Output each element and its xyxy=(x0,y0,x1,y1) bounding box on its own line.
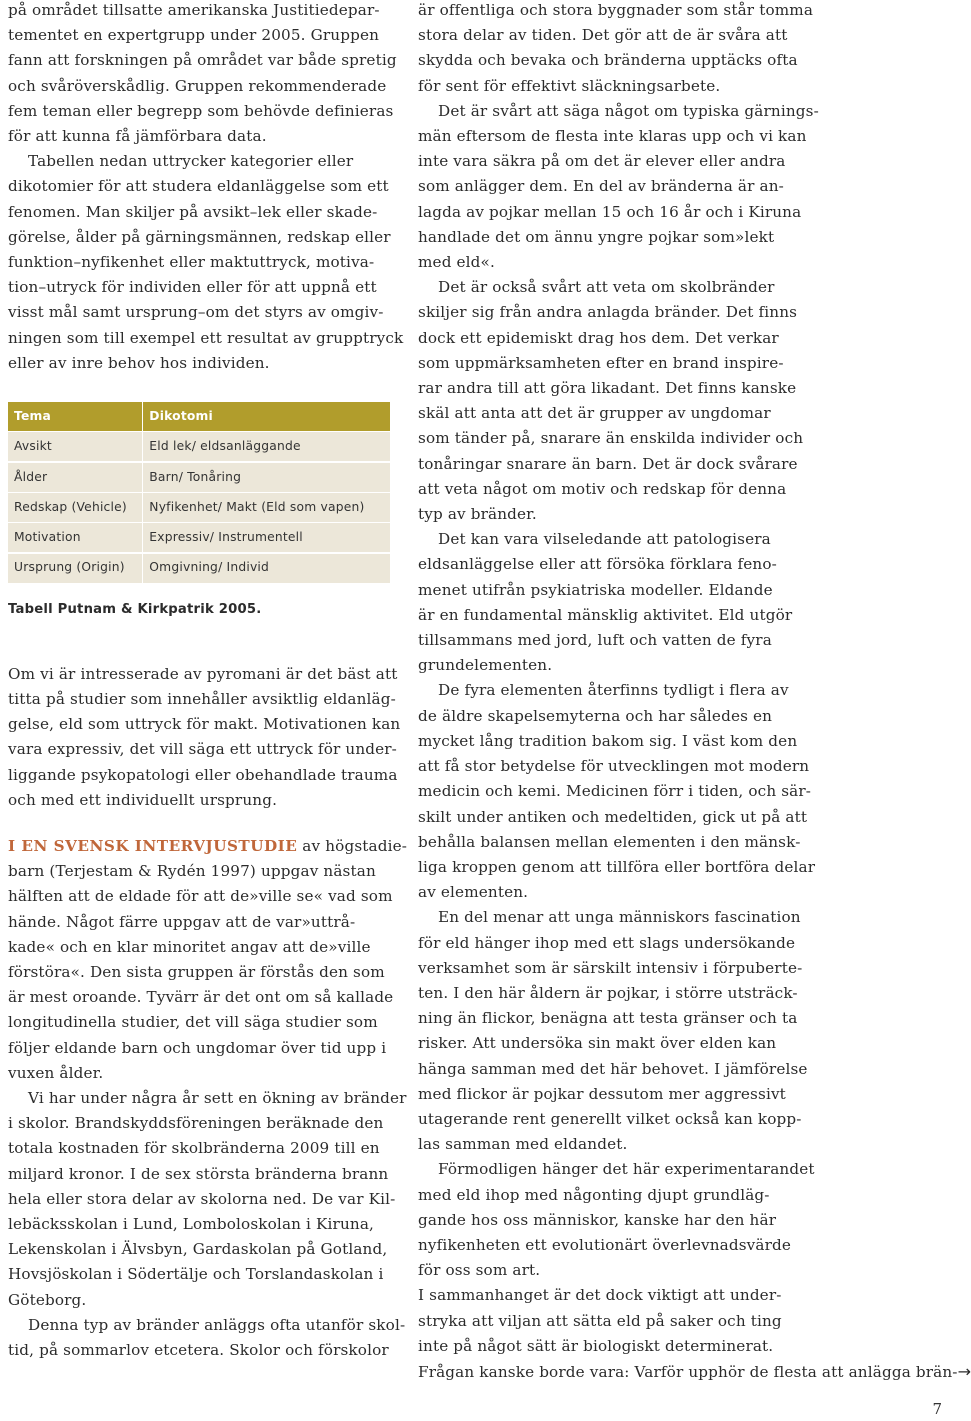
text-line: med eld«. xyxy=(418,253,495,272)
text-line: hälften att de eldade för att de»ville se« vad som xyxy=(8,887,393,906)
text-line: tion–utryck för individen eller för att uppnå ett xyxy=(8,278,377,297)
text-line: barn (Terjestam & Rydén 1997) uppgav nästan xyxy=(8,862,376,881)
table-cell: Nyfikenhet/ Makt (Eld som vapen) xyxy=(143,493,390,522)
text-line: fann att forskningen på området var både spretig xyxy=(8,51,397,70)
text-line: grundelementen. xyxy=(418,656,553,675)
pyromania-paragraph xyxy=(8,662,401,813)
table-caption: Tabell Putnam & Kirkpatrik 2005. xyxy=(8,601,262,617)
school-fires-paragraph xyxy=(8,1086,407,1313)
text-line: följer eldande barn och ungdomar över tid upp i xyxy=(8,1038,387,1057)
text-line: med flickor är pojkar dessutom mer aggressivt xyxy=(418,1084,786,1103)
text-line: utagerande rent generellt vilket också kan kopp- xyxy=(418,1109,802,1128)
text-line: vuxen ålder. xyxy=(8,1063,104,1082)
text-line: och med ett individuellt ursprung. xyxy=(8,790,278,809)
paragraph xyxy=(418,275,810,527)
text-line: för att kunna få jämförbara data. xyxy=(8,127,267,146)
table-row xyxy=(8,493,390,522)
text-line: Det är också svårt att veta om skolbränder xyxy=(438,278,775,297)
table-cell: Eld lek/ eldsanläggande xyxy=(143,432,390,461)
text-line: liga kroppen genom att tillföra eller bortföra delar xyxy=(418,857,816,876)
text-line: skilt under antiken och medeltiden, gick ut på att xyxy=(418,807,808,826)
text-line: som anlägger dem. En del av bränderna är an- xyxy=(418,177,784,196)
text-line: att få stor betydelse för utvecklingen mot modern xyxy=(418,757,810,776)
table-header-theme: Tema xyxy=(8,402,142,431)
table-header-row xyxy=(8,402,390,431)
text-line: av elementen. xyxy=(418,883,529,902)
table-cell: Ålder xyxy=(8,463,142,492)
text-line: kade« och en klar minoritet angav att de»ville xyxy=(8,937,371,956)
text-line: ningen som till exempel ett resultat av grupptryck xyxy=(8,328,404,347)
text-line: vara expressiv, det vill säga ett uttryck för under- xyxy=(8,740,397,759)
text-line: tonåringar snarare än barn. Det är dock svårare xyxy=(418,454,798,473)
text-line: gelse, eld som uttryck för makt. Motivationen kan xyxy=(8,715,401,734)
text-line: Det är svårt att säga något om typiska gärnings- xyxy=(438,101,819,120)
text-line: rar andra till att göra likadant. Det finns kanske xyxy=(418,379,797,398)
paragraph xyxy=(418,0,814,99)
text-line: görelse, ålder på gärningsmännen, redskap eller xyxy=(8,227,391,246)
text-line: miljard kronor. I de sex största bränderna brann xyxy=(8,1164,389,1183)
paragraph xyxy=(418,99,819,275)
table-row xyxy=(8,463,390,492)
text-line: dikotomier för att studera eldanläggelse som ett xyxy=(8,177,389,196)
text-line: för eld hänger ihop med ett slags undersökande xyxy=(418,933,796,952)
text-line: Det kan vara vilseledande att patologisera xyxy=(438,530,771,549)
text-line: för oss som art. xyxy=(418,1261,541,1280)
text-line: är mest oroande. Tyvärr är det ont om så kallade xyxy=(8,988,394,1007)
text-line: longitudinella studier, det vill säga studier som xyxy=(8,1013,378,1032)
text-line: tillsammans med jord, luft och vatten de fyra xyxy=(418,631,772,650)
text-line: lagda av pojkar mellan 15 och 16 år och i Kiruna xyxy=(418,202,802,221)
text-line: behålla balansen mellan elementen i den mänsk- xyxy=(418,832,801,851)
table-row xyxy=(8,523,390,552)
text-line: Hovsjöskolan i Södertälje och Torslandaskolan i xyxy=(8,1265,384,1284)
paragraph xyxy=(418,678,816,905)
text-line: las samman med eldandet. xyxy=(418,1135,628,1154)
text-line: funktion–nyfikenhet eller maktuttryck, motiva- xyxy=(8,253,375,272)
text-line: lebäcksskolan i Lund, Lomboloskolan i Kiruna, xyxy=(8,1215,374,1233)
table-cell: Motivation xyxy=(8,523,142,552)
paragraph xyxy=(418,527,810,678)
text-line: i skolor. Brandskyddsföreningen beräknade den xyxy=(8,1114,384,1133)
table-header-dichotomy: Dikotomi xyxy=(143,402,390,431)
table-intro-paragraph xyxy=(8,149,404,376)
text-line: med eld ihop med någonting djupt grundläg- xyxy=(418,1185,770,1204)
table-row xyxy=(8,554,390,583)
table-cell: Redskap (Vehicle) xyxy=(8,493,142,522)
text-line: på området tillsatte amerikanska Justitiedepar- xyxy=(8,1,380,19)
text-line: stryka att viljan att sätta eld på saker och ting xyxy=(418,1311,782,1330)
continue-arrow-icon: → xyxy=(957,1361,971,1381)
text-line: eldsanläggelse eller att försöka förklara feno- xyxy=(418,555,777,574)
table-row xyxy=(8,432,390,461)
intro-paragraph xyxy=(8,0,396,149)
text-line: förstöra«. Den sista gruppen är förstås den som xyxy=(8,962,385,981)
text-line: tid, på sommarlov etcetera. Skolor och förskolor xyxy=(8,1341,389,1360)
text-line: de äldre skapelsemyterna och har således en xyxy=(418,706,773,725)
text-line: verksamhet som är särskilt intensiv i förpuberte- xyxy=(418,958,803,977)
table-cell: Ursprung (Origin) xyxy=(8,554,142,583)
left-column xyxy=(8,0,408,1363)
text-line: Denna typ av bränder anläggs ofta utanför skol- xyxy=(28,1315,406,1334)
paragraph xyxy=(418,1283,971,1385)
continued-line: Frågan kanske borde vara: Varför upphör de flesta att anlägga brän- xyxy=(418,1362,958,1381)
text-line: män eftersom de flesta inte klaras upp och vi kan xyxy=(418,127,807,146)
text-line: hela eller stora delar av skolorna ned. De var Kil- xyxy=(8,1189,396,1208)
text-line: Lekenskolan i Älvsbyn, Gardaskolan på Gotland, xyxy=(8,1240,388,1259)
text-line xyxy=(418,1359,971,1385)
text-line: fenomen. Man skiljer på avsikt–lek eller skade- xyxy=(8,202,378,221)
text-line: liggande psykopatologi eller obehandlade trauma xyxy=(8,765,398,784)
dichotomy-table xyxy=(8,402,390,622)
text-line: Göteborg. xyxy=(8,1290,87,1309)
text-line: som tänder på, snarare än enskilda individer och xyxy=(418,429,804,448)
text-line: är offentliga och stora byggnader som står tomma xyxy=(418,1,814,19)
paragraph xyxy=(418,905,810,1157)
text-line: En del menar att unga människors fascination xyxy=(438,908,801,927)
text-line: skydda och bevaka och bränderna upptäcks ofta xyxy=(418,51,798,70)
table-cell: Omgivning/ Individ xyxy=(143,554,390,583)
text-line: Tabellen nedan uttrycker kategorier eller xyxy=(28,152,354,171)
text-line: tementet en expertgrupp under 2005. Gruppen xyxy=(8,26,380,45)
fire-timing-paragraph xyxy=(8,1313,406,1363)
paragraph xyxy=(418,1157,815,1283)
text-line: I sammanhanget är det dock viktigt att under- xyxy=(418,1286,782,1305)
text-line: hänga samman med det här behovet. I jämförelse xyxy=(418,1059,808,1078)
text-line xyxy=(8,834,408,859)
text-line: eller av inre behov hos individen. xyxy=(8,353,270,372)
text-line: inte på något sätt är biologiskt determinerat. xyxy=(418,1336,774,1355)
text-line: mycket lång tradition bakom sig. I väst kom den xyxy=(418,731,798,750)
section-lead-in: I EN SVENSK INTERVJUSTUDIE xyxy=(8,836,298,855)
text-line: Vi har under några år sett en ökning av bränder xyxy=(28,1088,407,1107)
text-line: skäl att anta att det är grupper av ungdomar xyxy=(418,404,771,423)
table-cell: Barn/ Tonåring xyxy=(143,463,390,492)
text-line: ning än flickor, benägna att testa gränser och ta xyxy=(418,1009,798,1028)
text-line: De fyra elementen återfinns tydligt i flera av xyxy=(438,681,789,700)
text-line: är en fundamental mänsklig aktivitet. Eld utgör xyxy=(418,605,793,624)
text-line: för sent för effektivt släckningsarbete. xyxy=(418,76,721,95)
text-line: medicin och kemi. Medicinen förr i tiden, och sär- xyxy=(418,782,812,801)
text-line: att veta något om motiv och redskap för denna xyxy=(418,479,787,498)
text-line: dock ett epidemiskt drag hos dem. Det verkar xyxy=(418,328,779,347)
right-column xyxy=(418,0,971,1385)
text-line: Förmodligen hänger det här experimentarandet xyxy=(438,1160,815,1179)
text-line: fem teman eller begrepp som behövde definieras xyxy=(8,101,394,120)
text-line: visst mål samt ursprung–om det styrs av omgiv- xyxy=(8,303,384,322)
table-cell: Expressiv/ Instrumentell xyxy=(143,523,390,552)
text-line: skiljer sig från andra anlagda bränder. Det finns xyxy=(418,303,798,322)
text-line: stora delar av tiden. Det gör att de är svåra att xyxy=(418,26,788,45)
text-line: typ av bränder. xyxy=(418,505,537,524)
text-line: ten. I den här åldern är pojkar, i större utsträck- xyxy=(418,983,798,1002)
text-line: risker. Att undersöka sin makt över elden kan xyxy=(418,1034,777,1053)
text-line: som uppmärksamheten efter en brand inspire- xyxy=(418,353,784,372)
text-line: titta på studier som innehåller avsiktlig eldanläg- xyxy=(8,689,396,708)
text-line: menet utifrån psykiatriska modeller. Eldande xyxy=(418,580,773,599)
text-line: nyfikenheten ett evolutionärt överlevnadsvärde xyxy=(418,1235,792,1254)
text-line: Om vi är intresserade av pyromani är det bäst att xyxy=(8,664,398,683)
text-line: inte vara säkra på om det är elever eller andra xyxy=(418,152,786,171)
text-line: gande hos oss människor, kanske har den här xyxy=(418,1210,777,1229)
interview-study-paragraph xyxy=(8,834,408,1086)
text-line: handlade det om ännu yngre pojkar som»lekt xyxy=(418,227,775,246)
text-line: totala kostnaden för skolbränderna 2009 till en xyxy=(8,1139,380,1158)
text-line: hände. Något färre uppgav att de var»uttrå- xyxy=(8,912,356,931)
table-cell: Avsikt xyxy=(8,432,142,461)
text-line: och svåröverskådlig. Gruppen rekommenderade xyxy=(8,76,387,95)
page-number: 7 xyxy=(932,1400,942,1418)
text-fragment: av högstadie- xyxy=(297,836,408,855)
